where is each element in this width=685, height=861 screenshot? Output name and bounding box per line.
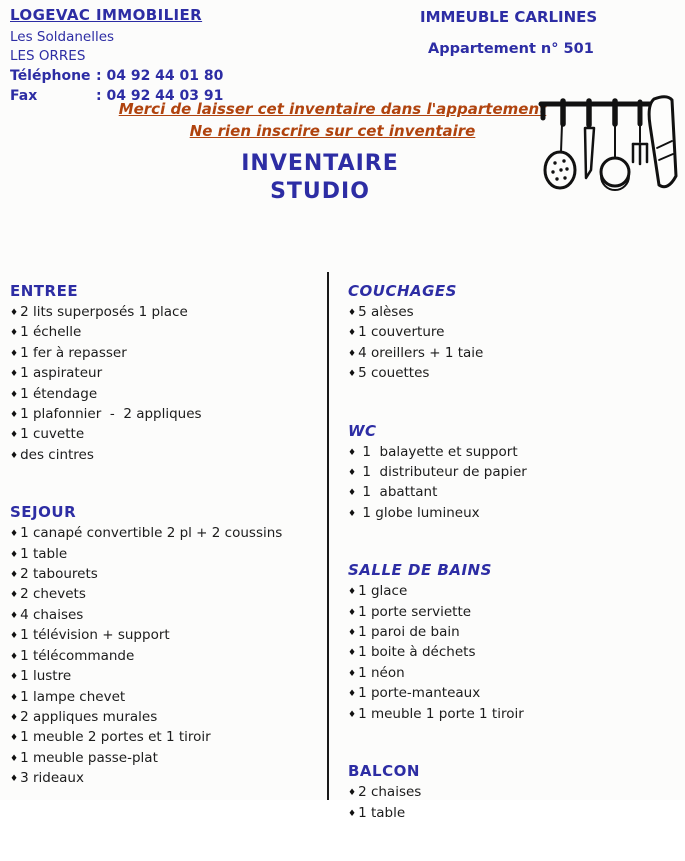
item-text: 4 oreillers + 1 taie [358,344,484,361]
inventory-section [10,282,315,466]
fax-label: Fax [10,88,38,104]
item-text: 1 néon [358,664,405,681]
list-item [10,728,315,748]
list-item [10,364,315,384]
inventory-section [348,762,673,824]
item-text: 3 rideaux [20,770,84,787]
inventory-section [348,282,673,385]
list-item [10,303,315,323]
inventory-section [348,422,673,525]
item-text: 1 télévision + support [20,627,170,644]
item-text: 1 table [20,545,68,562]
item-text: 1 boite à déchets [358,644,476,661]
item-text: 5 alèses [358,304,414,320]
bullet-icon: ♦ [10,529,19,540]
item-text: 2 chevets [20,586,86,603]
section-heading: ENTREE [10,282,79,300]
bullet-icon: ♦ [348,628,357,639]
inventory-section [348,561,673,725]
item-text: 1 glace [358,583,408,600]
bullet-icon: ♦ [10,774,19,785]
section-heading: BALCON [348,762,420,781]
item-text: 1 aspirateur [20,365,103,382]
list-item [348,804,673,824]
item-text: 1 meuble 2 portes et 1 tiroir [20,729,211,746]
building-block [420,8,597,57]
phone-line [10,66,223,86]
list-item [10,344,315,364]
item-text: 1 télécommande [20,647,135,664]
list-item [10,769,315,789]
title-line-2: STUDIO [270,179,370,204]
bullet-icon: ♦ [10,348,19,359]
bullet-icon: ♦ [348,369,357,380]
section-heading: WC [348,421,377,440]
bullet-icon: ♦ [10,753,19,764]
section-heading: COUCHAGES [348,282,457,300]
bullet-icon: ♦ [348,508,357,519]
list-item [348,443,673,463]
item-text: 1 canapé convertible 2 pl + 2 coussins [20,525,283,542]
list-item [348,603,673,623]
list-item [10,667,315,687]
item-text: 1 meuble 1 porte 1 tiroir [358,705,524,722]
list-item [348,643,673,663]
bullet-icon: ♦ [348,607,357,618]
title-line-1: INVENTAIRE [241,151,399,176]
list-item [10,585,315,605]
section-heading: SALLE DE BAINS [348,561,492,580]
bullet-icon: ♦ [10,672,19,683]
bullet-icon: ♦ [348,668,357,679]
notice-block [90,98,575,142]
column-divider [327,272,329,800]
bullet-icon: ♦ [348,648,357,659]
bullet-icon: ♦ [348,488,357,499]
bullet-icon: ♦ [348,808,357,819]
list-item [348,463,673,483]
list-item [348,364,673,384]
bullet-icon: ♦ [10,450,19,461]
bullet-icon: ♦ [348,468,357,479]
fax-number: : 04 92 44 03 91 [96,88,224,104]
list-item [348,504,673,524]
item-text: 1 lampe chevet [20,688,126,705]
bullet-icon: ♦ [348,689,357,700]
item-text: 1 porte serviette [358,603,472,620]
bullet-icon: ♦ [10,733,19,744]
list-item [10,323,315,343]
item-text: 5 couettes [358,365,430,382]
item-text: 1 fer à repasser [20,344,127,361]
company-address-line: Les Soldanelles [10,29,115,45]
item-text: 1 table [358,804,406,821]
bullet-icon: ♦ [10,610,19,621]
notice-line-2: Ne rien inscrire sur cet inventaire [189,122,476,140]
phone-label: Téléphone [10,68,91,84]
list-item [348,623,673,643]
section-heading: SEJOUR [10,503,77,522]
item-text: 4 chaises [20,606,84,623]
list-item [348,664,673,684]
list-item [348,783,673,803]
list-item [348,344,673,364]
bullet-icon: ♦ [10,389,19,400]
list-item [10,688,315,708]
company-block [10,6,223,106]
list-item [10,749,315,769]
item-text: 2 lits superposés 1 place [20,304,188,320]
towel-icon [649,97,676,187]
bullet-icon: ♦ [10,328,19,339]
apartment-number: Appartement n° 501 [428,41,594,57]
list-item [10,647,315,667]
document-title [0,150,640,206]
item-text: 1 porte-manteaux [358,685,481,702]
bullet-icon: ♦ [10,631,19,642]
item-text: 1 échelle [20,324,82,341]
phone-number: : 04 92 44 01 80 [96,68,224,84]
notice-line-1: Merci de laisser cet inventaire dans l'appartement [118,100,547,118]
list-item [10,385,315,405]
bullet-icon: ♦ [10,651,19,662]
bullet-icon: ♦ [10,692,19,703]
bullet-icon: ♦ [348,788,357,799]
item-text: 1 abattant [358,484,438,501]
list-item [10,545,315,565]
list-item [10,405,315,425]
list-item [10,626,315,646]
company-name: LOGEVAC IMMOBILIER [10,6,203,24]
item-text: 1 paroi de bain [358,624,460,641]
bullet-icon: ♦ [10,549,19,560]
list-item [348,323,673,343]
bullet-icon: ♦ [10,369,19,380]
item-text: 2 chaises [358,784,422,801]
item-text: 1 globe lumineux [358,504,480,521]
list-item [10,708,315,728]
item-text: 1 plafonnier - 2 appliques [20,406,202,423]
item-text: 1 lustre [20,668,72,685]
bullet-icon: ♦ [10,410,19,421]
list-item [348,684,673,704]
item-text: 2 tabourets [20,566,98,583]
item-text: 1 balayette et support [358,443,518,460]
bullet-icon: ♦ [348,709,357,720]
bullet-icon: ♦ [10,712,19,723]
bullet-icon: ♦ [348,348,357,359]
inventory-column-left [10,282,315,827]
list-item [10,446,315,466]
inventory-section [10,503,315,789]
item-text: 1 étendage [20,385,98,402]
item-text: des cintres [20,446,94,463]
list-item [348,705,673,725]
list-item [10,524,315,544]
bullet-icon: ♦ [10,430,19,441]
bullet-icon: ♦ [348,447,357,458]
bullet-icon: ♦ [10,590,19,601]
item-text: 1 cuvette [20,426,85,443]
bullet-icon: ♦ [348,328,357,339]
list-item [348,582,673,602]
inventory-column-right [348,282,673,861]
item-text: 1 distributeur de papier [358,464,527,481]
item-text: 1 couverture [358,324,445,341]
bullet-icon: ♦ [10,308,19,318]
bullet-icon: ♦ [348,587,357,598]
item-text: 2 appliques murales [20,708,158,725]
list-item [348,483,673,503]
list-item [10,565,315,585]
list-item [10,606,315,626]
list-item [10,425,315,445]
bullet-icon: ♦ [10,570,19,581]
building-name: IMMEUBLE CARLINES [420,8,598,26]
list-item [348,303,673,323]
bullet-icon: ♦ [348,308,357,318]
item-text: 1 meuble passe-plat [20,749,158,766]
company-city: LES ORRES [10,48,86,64]
